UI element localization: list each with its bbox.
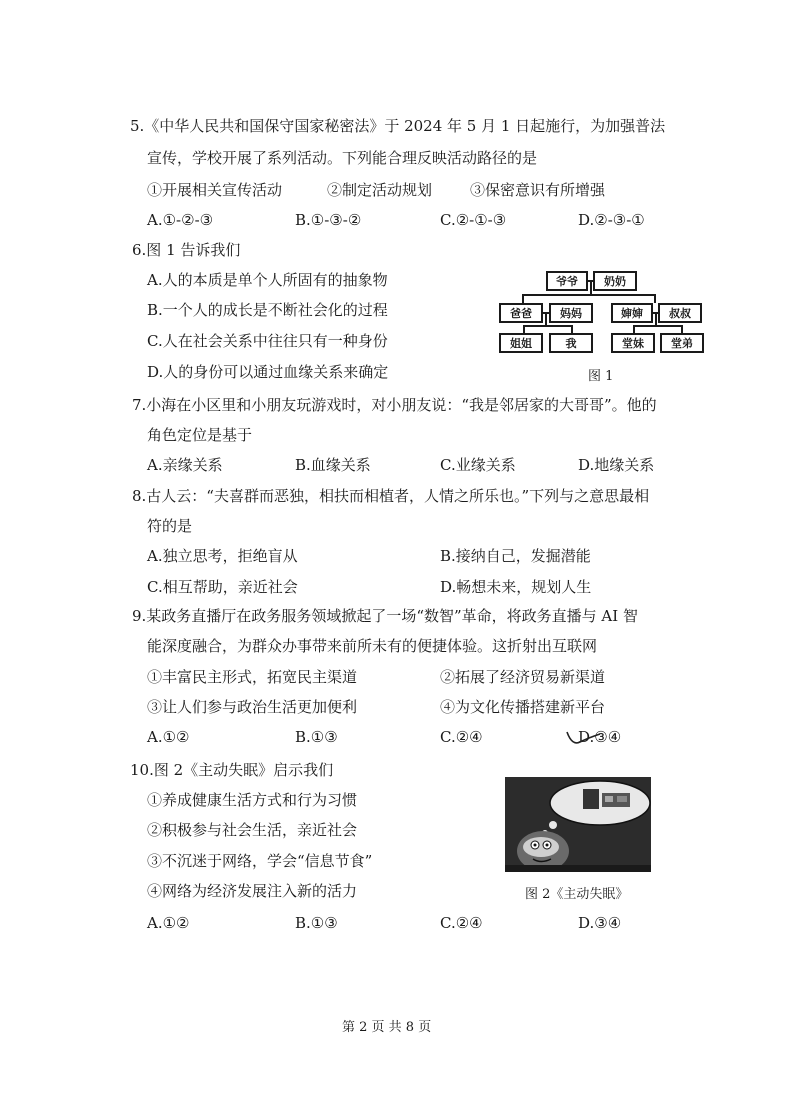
figure-2-caption: 图 2《主动失眠》 (525, 887, 629, 902)
q5-option-a: A.①-②-③ (147, 211, 214, 229)
q9-statement-4: ④为文化传播搭建新平台 (440, 698, 606, 716)
q7-option-a: A.亲缘关系 (147, 456, 223, 474)
page-number-footer: 第 2 页 共 8 页 (342, 1020, 432, 1035)
handwritten-check-mark (564, 724, 604, 750)
q9-stem-line2: 能深度融合，为群众办事带来前所未有的便捷体验。这折射出互联网 (147, 637, 598, 655)
q7-option-c: C.业缘关系 (440, 456, 516, 474)
tree-connector (523, 325, 525, 333)
q10-option-d: D.③④ (578, 914, 622, 932)
tree-connector (590, 281, 592, 295)
tree-connector (523, 325, 573, 327)
q9-option-a: A.①② (147, 728, 190, 746)
q6-option-b: B.一个人的成长是不断社会化的过程 (147, 301, 388, 319)
figure-1-caption: 图 1 (588, 369, 614, 384)
q8-option-d: D.畅想未来，规划人生 (440, 578, 592, 596)
q5-stem-line1: 5.《中华人民共和国保守国家秘密法》于 2024 年 5 月 1 日起施行，为加强普法 (130, 117, 666, 135)
q6-option-d: D.人的身份可以通过血缘关系来确定 (147, 363, 389, 381)
tree-node-sister: 姐姐 (499, 333, 543, 353)
q10-option-b: B.①③ (295, 914, 338, 932)
q10-option-c: C.②④ (440, 914, 483, 932)
q8-option-c: C.相互帮助，亲近社会 (147, 578, 298, 596)
tree-node-cousin-f: 堂妹 (611, 333, 655, 353)
figure-2-cartoon-image (505, 777, 651, 872)
q6-option-a: A.人的本质是单个人所固有的抽象物 (147, 271, 388, 289)
q5-option-c: C.②-①-③ (440, 211, 507, 229)
q9-statement-1: ①丰富民主形式，拓宽民主渠道 (147, 668, 358, 686)
tree-connector (571, 325, 573, 333)
q5-option-b: B.①-③-② (295, 211, 362, 229)
q6-option-c: C.人在社会关系中往往只有一种身份 (147, 332, 388, 350)
q9-statement-2: ②拓展了经济贸易新渠道 (440, 668, 606, 686)
q10-statement-3: ③不沉迷于网络，学会“信息节食” (147, 852, 373, 870)
tree-connector (633, 325, 635, 333)
q5-statement-3: ③保密意识有所增强 (470, 181, 606, 199)
tree-node-mom: 妈妈 (549, 303, 593, 323)
tree-connector (522, 294, 654, 296)
tree-node-cousin-m: 堂弟 (660, 333, 704, 353)
tree-connector (633, 325, 683, 327)
q10-statement-2: ②积极参与社会生活，亲近社会 (147, 821, 358, 839)
q10-statement-4: ④网络为经济发展注入新的活力 (147, 882, 358, 900)
q5-statement-1: ①开展相关宣传活动 (147, 181, 283, 199)
q9-option-b: B.①③ (295, 728, 338, 746)
tree-connector (522, 294, 524, 303)
q9-option-c: C.②④ (440, 728, 483, 746)
tree-node-me: 我 (549, 333, 593, 353)
q7-option-d: D.地缘关系 (578, 456, 655, 474)
q10-statement-1: ①养成健康生活方式和行为习惯 (147, 791, 358, 809)
tree-node-aunt: 婶婶 (611, 303, 653, 323)
q9-option-d: D.③④ (578, 728, 622, 746)
q10-option-a: A.①② (147, 914, 190, 932)
q8-option-a: A.独立思考，拒绝盲从 (147, 547, 298, 565)
q7-stem-line2: 角色定位是基于 (147, 426, 253, 444)
q6-stem: 6.图 1 告诉我们 (132, 241, 241, 259)
tree-connector (681, 325, 683, 333)
q5-stem-line2: 宣传，学校开展了系列活动。下列能合理反映活动路径的是 (147, 149, 538, 167)
q8-stem-line2: 符的是 (147, 517, 193, 535)
q9-statement-3: ③让人们参与政治生活更加便利 (147, 698, 358, 716)
q7-stem-line1: 7.小海在小区里和小朋友玩游戏时，对小朋友说：“我是邻居家的大哥哥”。他的 (132, 396, 657, 414)
q10-stem: 10.图 2《主动失眠》启示我们 (130, 761, 334, 779)
tree-connector (654, 294, 656, 303)
tree-node-grandma: 奶奶 (593, 271, 637, 291)
q9-stem-line1: 9.某政务直播厅在政务服务领域掀起了一场“数智”革命，将政务直播与 AI 智 (132, 607, 638, 625)
q5-option-d: D.②-③-① (578, 211, 645, 229)
q5-statement-2: ②制定活动规划 (327, 181, 433, 199)
q8-option-b: B.接纳自己，发掘潜能 (440, 547, 591, 565)
tree-node-grandpa: 爷爷 (546, 271, 588, 291)
tree-node-uncle: 叔叔 (658, 303, 702, 323)
tree-node-dad: 爸爸 (499, 303, 543, 323)
q8-stem-line1: 8.古人云：“夫喜群而恶独，相扶而相植者，人情之所乐也。”下列与之意思最相 (132, 487, 650, 505)
q7-option-b: B.血缘关系 (295, 456, 371, 474)
